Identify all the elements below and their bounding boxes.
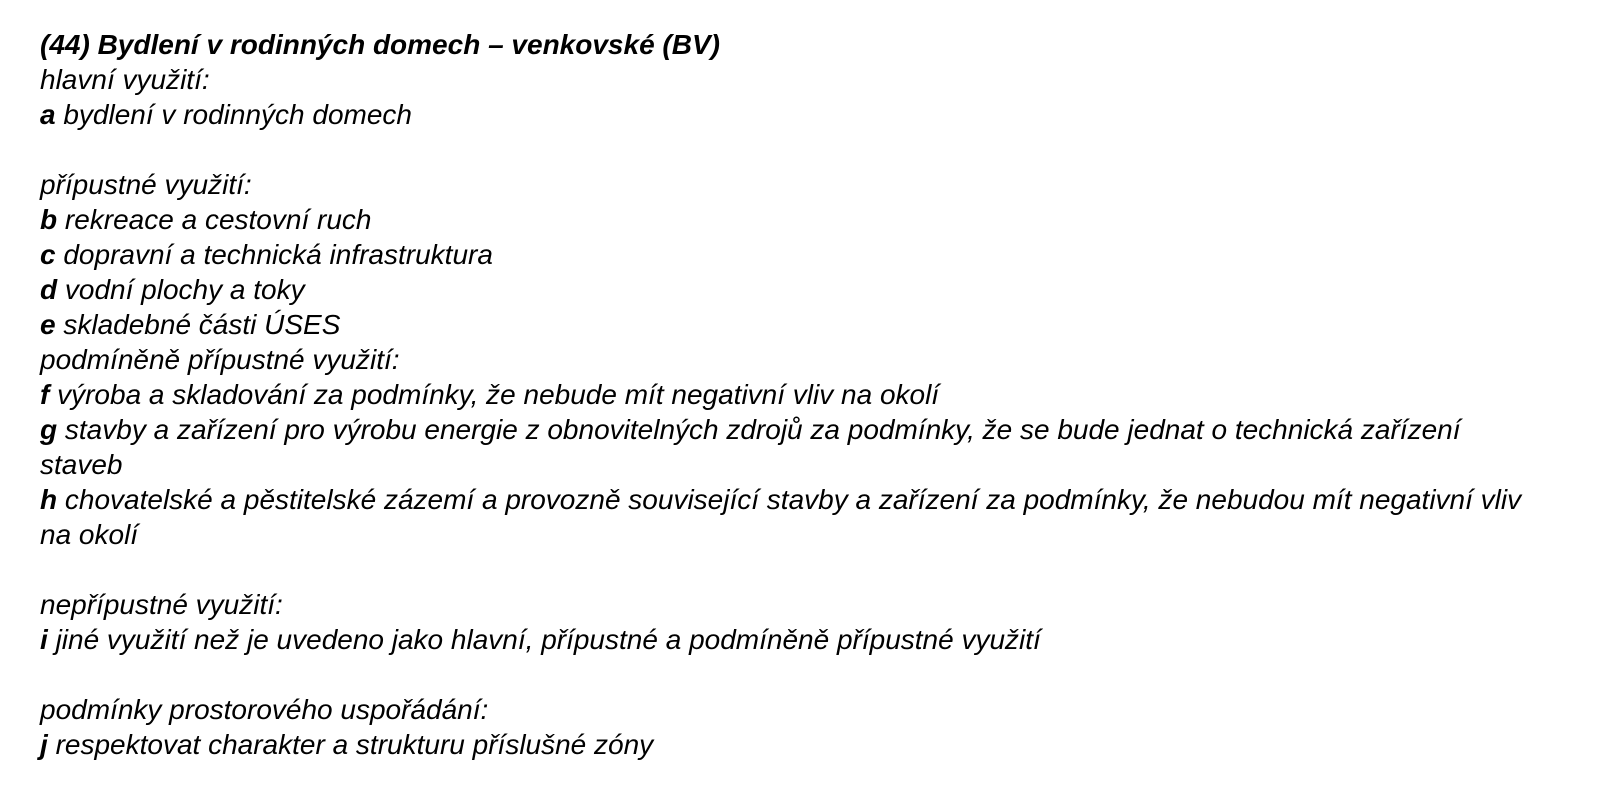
item-text: chovatelské a pěstitelské zázemí a provozně související stavby a zařízení za podmínky, že nebudou mít negativní vliv na okolí (40, 484, 1522, 550)
list-item-i (40, 622, 1570, 657)
item-text: skladebné části ÚSES (63, 309, 341, 340)
item-text: vodní plochy a toky (64, 274, 305, 305)
list-item-a (40, 97, 1570, 132)
item-text: dopravní a technická infrastruktura (63, 239, 493, 270)
conditional-use-heading: podmíněně přípustné využití: (40, 344, 400, 375)
list-item-f (40, 377, 1570, 412)
list-item-e (40, 307, 1570, 342)
list-item-g (40, 412, 1530, 482)
item-letter: g (40, 414, 58, 445)
item-letter: h (40, 484, 58, 515)
item-text: výroba a skladování za podmínky, že nebude mít negativní vliv na okolí (57, 379, 940, 410)
main-use-heading: hlavní využití: (40, 64, 210, 95)
item-text: stavby a zařízení pro výrobu energie z obnovitelných zdrojů za podmínky, že se bude jednat o technická zařízení staveb (40, 414, 1461, 480)
item-text: jiné využití než je uvedeno jako hlavní, přípustné a podmíněně přípustné využití (55, 624, 1041, 655)
item-letter: f (40, 379, 50, 410)
item-letter: i (40, 624, 48, 655)
item-text: respektovat charakter a strukturu příslušné zóny (55, 729, 654, 760)
item-letter: e (40, 309, 56, 340)
list-item-b (40, 202, 1570, 237)
impermissible-use-heading: nepřípustné využití: (40, 589, 283, 620)
item-letter: j (40, 729, 48, 760)
section-spacer (40, 657, 1570, 692)
spatial-conditions-heading: podmínky prostorového uspořádání: (40, 694, 489, 725)
section-spacer (40, 552, 1570, 587)
item-text: bydlení v rodinných domech (63, 99, 413, 130)
list-item-h (40, 482, 1530, 552)
item-letter: b (40, 204, 58, 235)
permissible-use-heading: přípustné využití: (40, 169, 252, 200)
section-spacer (40, 132, 1570, 167)
list-item-d (40, 272, 1570, 307)
list-item-c (40, 237, 1570, 272)
document-title: (44) Bydlení v rodinných domech – venkovské (BV) (40, 29, 720, 60)
list-item-j (40, 727, 1570, 762)
item-letter: c (40, 239, 56, 270)
item-text: rekreace a cestovní ruch (64, 204, 372, 235)
item-letter: a (40, 99, 56, 130)
document-page (40, 27, 1570, 762)
item-letter: d (40, 274, 58, 305)
